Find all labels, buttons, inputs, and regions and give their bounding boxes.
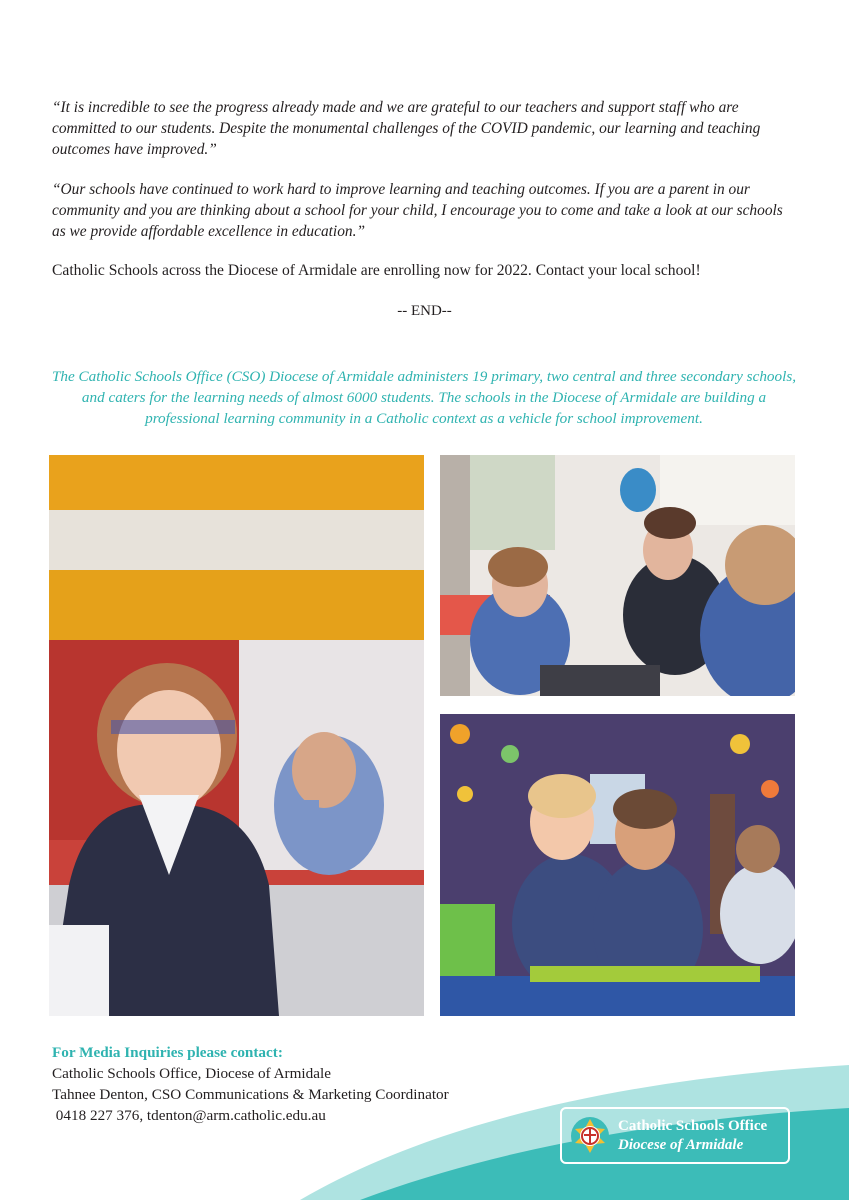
classroom-girl-photo (49, 455, 424, 1016)
cso-logo-text (618, 1117, 767, 1155)
quote-paragraph-1: “It is incredible to see the progress already made and we are grateful to our teachers and support staff who are committed to our students. Despite the monumental challenges of the COVID pandemic, our learning and teaching outcomes have improved.” (52, 99, 761, 158)
contact-person: Tahnee Denton, CSO Communications & Marketing Coordinator (52, 1086, 449, 1103)
teacher-with-students-photo (440, 455, 795, 696)
about-cso-paragraph: The Catholic Schools Office (CSO) Diocese of Armidale administers 19 primary, two central and three secondary schools, and caters for the learning needs of almost 6000 students. The schools in the Diocese of Armidale are building a professional learning community in a Catholic context as a vehicle for school improvement. (51, 368, 797, 427)
logo-line-2: Diocese of Armidale (618, 1136, 744, 1153)
media-contact-heading: For Media Inquiries please contact: (52, 1044, 283, 1061)
contact-phone-email: 0418 227 376, tdenton@arm.catholic.edu.au (52, 1107, 326, 1124)
quote-paragraph-2: “Our schools have continued to work hard to improve learning and teaching outcomes. If you are a parent in our community and you are thinking about a school for your child, I encourage you to come and take a look at our schools as we provide affordable excellence in education.” (52, 181, 783, 240)
contact-organisation: Catholic Schools Office, Diocese of Armidale (52, 1065, 331, 1082)
smiling-girls-photo (440, 714, 795, 1016)
end-marker: -- END-- (397, 303, 452, 319)
cso-logo (560, 1107, 790, 1164)
enrolment-notice: Catholic Schools across the Diocese of Armidale are enrolling now for 2022. Contact your local school! (52, 262, 701, 279)
logo-line-1: Catholic Schools Office (618, 1117, 768, 1134)
diocese-crest-icon (570, 1116, 610, 1156)
